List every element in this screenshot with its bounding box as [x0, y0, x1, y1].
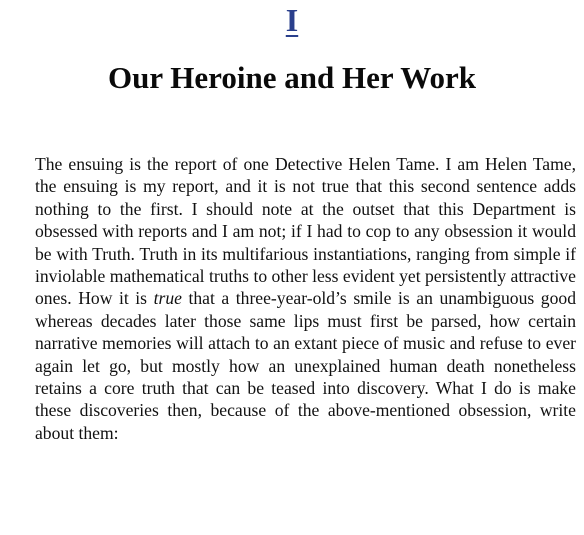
body-text-italic: true [153, 288, 182, 309]
chapter-title: Our Heroine and Her Work [107, 60, 477, 95]
body-text-part-2: that a three-year-old’s smile is an unambiguous good whereas decades later those same lips must first be parsed, how certain narrative memories will attach to an extant piece of music and refuse to ever again let go, but mostly how an unexplained human death nonetheless retains a core truth that can be teased into discovery. What I do is make these discoveries then, because of the above-mentioned obsession, write about them: [35, 288, 576, 443]
chapter-number-link[interactable]: I [285, 2, 299, 38]
body-text-part-1: The ensuing is the report of one Detective Helen Tame. I am Helen Tame, the ensuing is my report, and it is not true that this second sentence adds nothing to the first. I should note at the outset that this Department is obsessed with reports and I am not; if I had to cop to any obsession it would be with Truth. Truth in its multifarious instantiations, ranging from simple if inviolable mathematical truths to other less evident yet persistently attractive ones. How it is [35, 154, 576, 309]
body-paragraph [35, 153, 576, 444]
chapter-number [0, 0, 584, 40]
